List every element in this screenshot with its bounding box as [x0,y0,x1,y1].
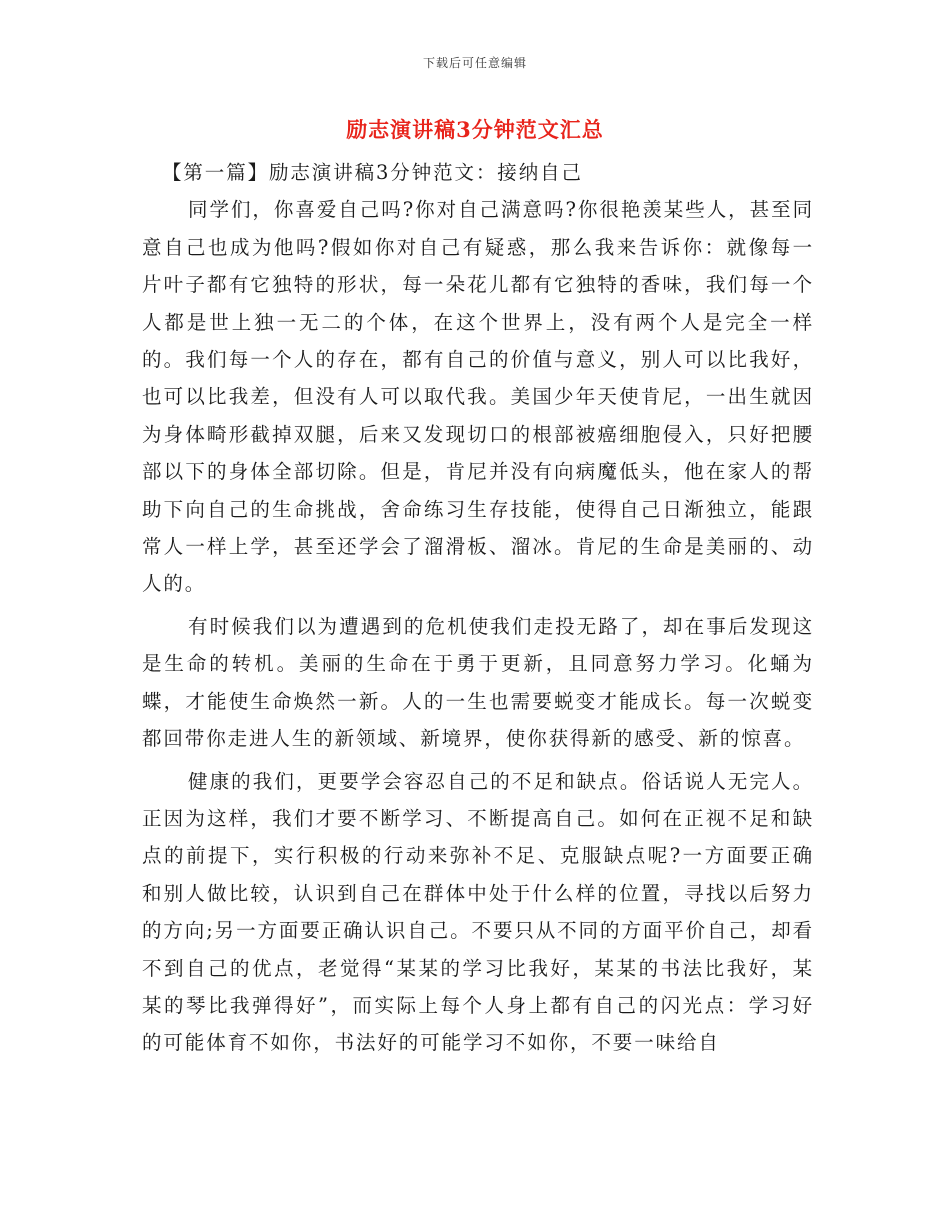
paragraph-1: 同学们，你喜爱自己吗?你对自己满意吗?你很艳羡某些人，甚至同意自己也成为他吗?假如你对自己有疑惑，那么我来告诉你：就像每一片叶子都有它独特的形状，每一朵花儿都有它独特的香味，我们每一个人都是世上独一无二的个体，在这个世界上，没有两个人是完全一样的。我们每一个人的存在，都有自己的价值与意义，别人可以比我好，也可以比我差，但没有人可以取代我。美国少年天使肯尼，一出生就因为身体畸形截掉双腿，后来又发现切口的根部被癌细胞侵入，只好把腰部以下的身体全部切除。但是，肯尼并没有向病魔低头，他在家人的帮助下向自己的生命挑战，舍命练习生存技能，使得自己日渐独立，能跟常人一样上学，甚至还学会了溜滑板、溜冰。肯尼的生命是美丽的、动人的。 [142,198,814,596]
header-note: 下载后可任意编辑 [422,56,527,70]
section-heading: 【第一篇】励志演讲稿3分钟范文：接纳自己 [162,161,583,184]
document-title: 励志演讲稿3分钟范文汇总 [346,117,604,142]
paragraph-3: 健康的我们，更要学会容忍自己的不足和缺点。俗话说人无完人。正因为这样，我们才要不断学习、不断提高自己。如何在正视不足和缺点的前提下，实行积极的行动来弥补不足、克服缺点呢?一方面要正确和别人做比较，认识到自己在群体中处于什么样的位置，寻找以后努力的方向;另一方面要正确认识自己。不要只从不同的方面平价自己，却看不到自己的优点，老觉得“某某的学习比我好，某某的书法比我好，某某的琴比我弹得好”，而实际上每个人身上都有自己的闪光点：学习好的可能体育不如你，书法好的可能学习不如你，不要一味给自 [142,769,814,1055]
paragraph-2: 有时候我们以为遭遇到的危机使我们走投无路了，却在事后发现这是生命的转机。美丽的生命在于勇于更新，且同意努力学习。化蛹为蝶，才能使生命焕然一新。人的一生也需要蜕变才能成长。每一次蜕变都回带你走进人生的新领域、新境界，使你获得新的感受、新的惊喜。 [142,614,814,751]
document-body [142,154,814,1062]
